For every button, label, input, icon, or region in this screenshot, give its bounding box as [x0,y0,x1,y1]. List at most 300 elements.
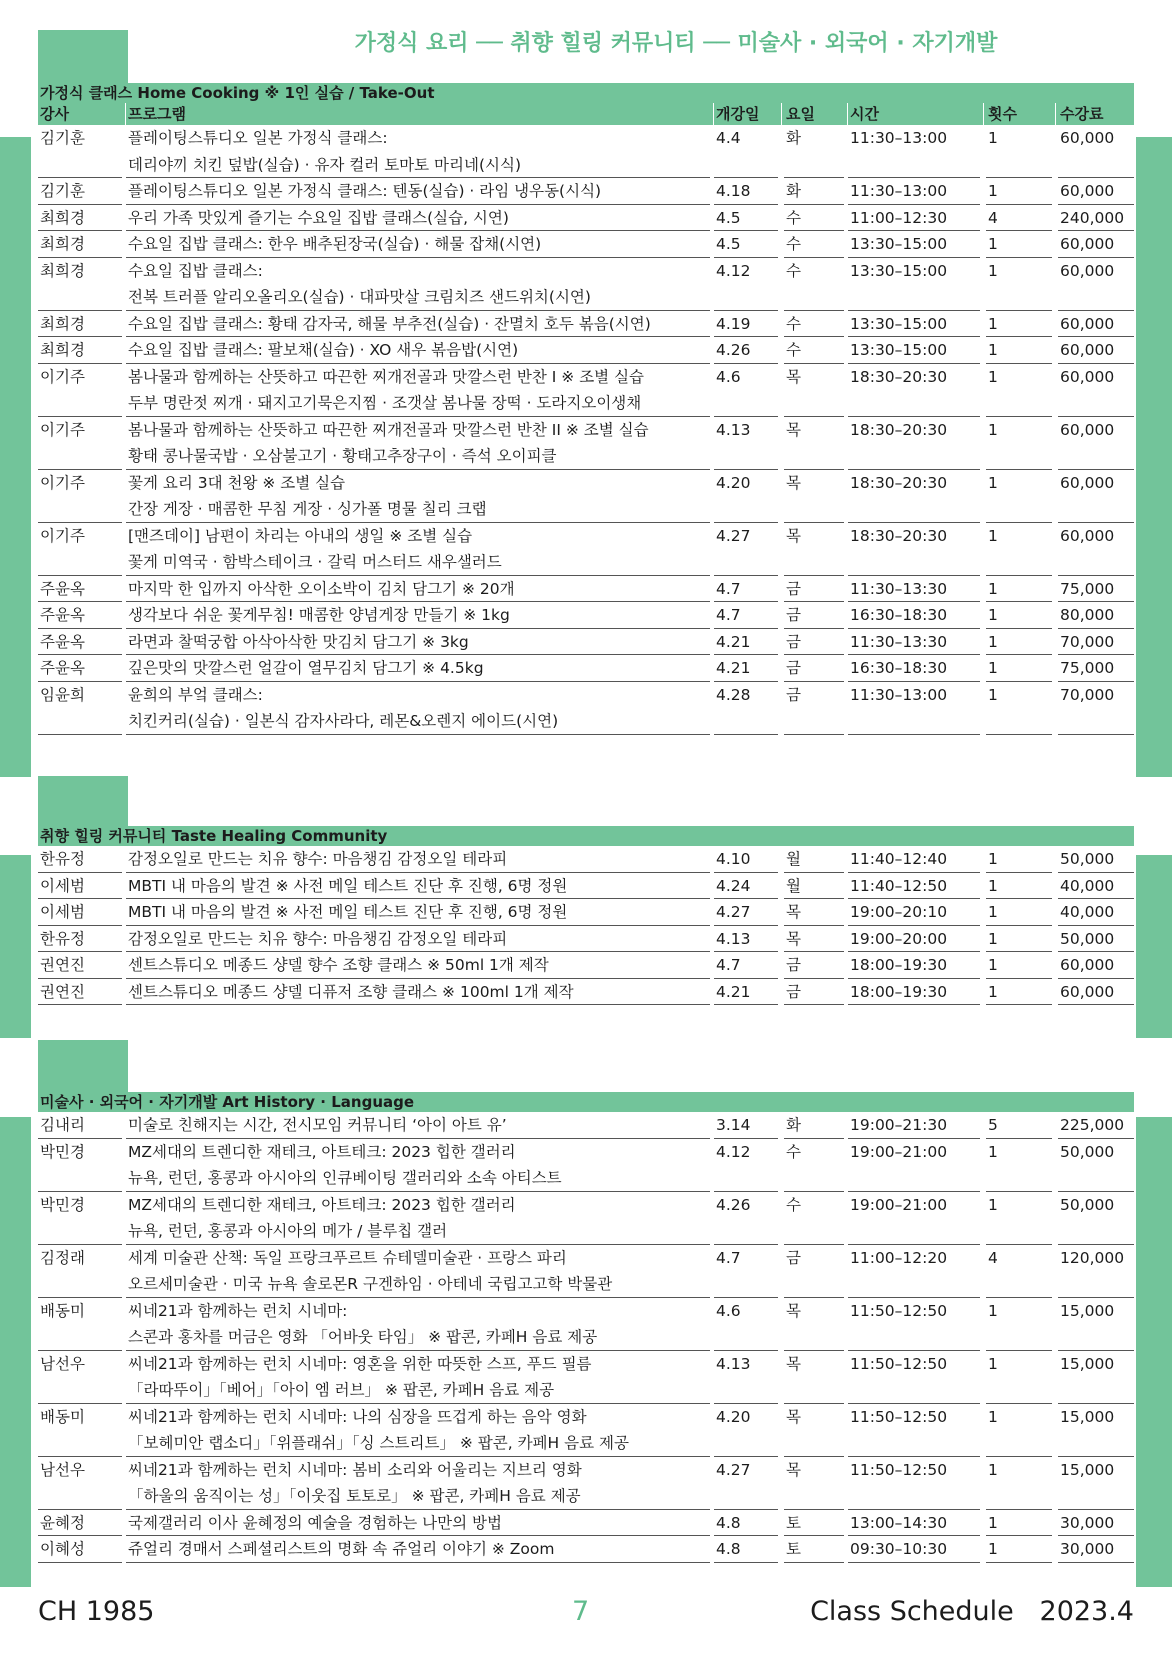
cell-start [714,629,778,656]
cell-count [986,1192,1052,1245]
start-value: 4.8 [716,1540,741,1558]
cell-start [714,1245,778,1298]
cell-program [126,205,710,232]
cell-time [848,926,980,953]
cell-time [848,523,980,576]
time-value: 11:30–13:30 [850,632,948,651]
time-value: 11:50–12:50 [850,1407,948,1426]
table-row [38,258,1134,311]
fee-value: 60,000 [1060,473,1115,492]
cell-count [986,682,1052,735]
cell-fee [1058,1536,1134,1563]
cell-count [986,655,1052,682]
cell-instructor [38,1404,122,1457]
table-row [38,1298,1134,1351]
cell-fee [1058,258,1134,311]
program-line: MBTI 내 마음의 발견 ※ 사전 메일 테스트 진단 후 진행, 6명 정원 [128,903,568,921]
section-title: 미술사 · 외국어 · 자기개발 Art History · Language [38,1092,1134,1112]
cell-time [848,311,980,338]
count-value: 1 [988,182,998,200]
day-value: 금 [786,632,801,651]
cell-program [126,1192,710,1245]
cell-time [848,1139,980,1192]
cell-start [714,1298,778,1351]
day-value: 목 [786,1301,801,1320]
fee-value: 240,000 [1060,208,1125,227]
cell-instructor [38,1112,122,1139]
cell-fee [1058,125,1134,178]
instructor-value: 김기훈 [40,182,85,200]
cell-instructor [38,1139,122,1192]
cell-day [784,364,844,417]
count-value: 1 [988,956,998,974]
time-value: 13:30–15:00 [850,341,948,359]
count-value: 1 [988,929,998,948]
column-header-row [38,103,1134,125]
start-value: 4.21 [716,632,751,651]
cell-program [126,1139,710,1192]
count-value: 1 [988,1142,998,1161]
cell-start [714,1457,778,1510]
cell-start [714,576,778,603]
cell-day [784,1510,844,1537]
cell-count [986,873,1052,900]
cell-time [848,846,980,873]
cell-count [986,1536,1052,1563]
cell-fee [1058,178,1134,205]
cell-program [126,846,710,873]
day-value: 수 [786,314,801,333]
program-line: 윤희의 부엌 클래스: [128,685,263,704]
cell-time [848,682,980,735]
count-value: 1 [988,1540,998,1558]
cell-day [784,1112,844,1139]
program-line: 「라따뚜이」「베어」「아이 엠 러브」 ※ 팝콘, 카페H 음료 제공 [128,1381,555,1399]
time-value: 09:30–10:30 [850,1540,948,1558]
cell-fee [1058,926,1134,953]
time-value: 19:00–21:00 [850,1142,948,1161]
cell-start [714,1112,778,1139]
fee-value: 60,000 [1060,526,1115,545]
footer-schedule: Class Schedule 2023.4 [810,1596,1134,1627]
cell-instructor [38,1536,122,1563]
fee-value: 40,000 [1060,903,1115,921]
cell-fee [1058,417,1134,470]
day-value: 목 [786,1407,801,1426]
day-value: 금 [786,659,801,677]
program-line: 깊은맛의 맛깔스런 얼갈이 열무김치 담그기 ※ 4.5kg [128,659,484,677]
column-header-program: 프로그램 [126,103,714,125]
cell-start [714,1139,778,1192]
cell-instructor [38,682,122,735]
instructor-value: 이기주 [40,420,85,439]
cell-count [986,629,1052,656]
fee-value: 75,000 [1060,579,1115,598]
cell-instructor [38,311,122,338]
day-value: 화 [786,1116,801,1134]
program-line: 수요일 집밥 클래스: 한우 배추된장국(실습) · 해물 잡채(시연) [128,235,542,253]
day-value: 토 [786,1540,801,1558]
cell-program [126,926,710,953]
footer-brand: CH 1985 [38,1596,155,1627]
table-row [38,231,1134,258]
cell-instructor [38,1192,122,1245]
start-value: 4.5 [716,235,741,253]
cell-fee [1058,205,1134,232]
cell-instructor [38,470,122,523]
time-value: 18:30–20:30 [850,420,948,439]
instructor-value: 남선우 [40,1354,85,1373]
column-header-day: 요일 [784,103,848,125]
cell-start [714,178,778,205]
cell-fee [1058,899,1134,926]
day-value: 목 [786,420,801,439]
cell-start [714,258,778,311]
table-row [38,629,1134,656]
time-value: 11:30–13:00 [850,182,948,200]
instructor-value: 김기훈 [40,129,85,147]
cell-day [784,846,844,873]
cell-program [126,1457,710,1510]
page-title: 가정식 요리 ── 취향 힐링 커뮤니티 ── 미술사 · 외국어 · 자기개발 [354,31,998,56]
cell-time [848,952,980,979]
cell-day [784,979,844,1006]
day-value: 목 [786,473,801,492]
start-value: 4.27 [716,526,751,545]
cell-day [784,1139,844,1192]
cell-instructor [38,364,122,417]
program-line: 국제갤러리 이사 윤혜정의 예술을 경험하는 나만의 방법 [128,1513,502,1532]
fee-value: 15,000 [1060,1460,1115,1479]
fee-value: 50,000 [1060,1195,1115,1214]
table-row [38,470,1134,523]
cell-day [784,602,844,629]
cell-fee [1058,1404,1134,1457]
fee-value: 75,000 [1060,659,1115,677]
fee-value: 80,000 [1060,606,1115,624]
table-row [38,952,1134,979]
cell-instructor [38,417,122,470]
cell-program [126,682,710,735]
cell-start [714,231,778,258]
instructor-value: 윤혜정 [40,1513,85,1532]
table-row [38,337,1134,364]
day-value: 금 [786,579,801,598]
cell-day [784,1536,844,1563]
cell-count [986,311,1052,338]
cell-instructor [38,1351,122,1404]
fee-value: 15,000 [1060,1354,1115,1373]
fee-value: 60,000 [1060,420,1115,439]
start-value: 4.21 [716,659,751,677]
instructor-value: 한유정 [40,850,85,868]
fee-value: 30,000 [1060,1513,1115,1532]
day-value: 금 [786,1248,801,1267]
count-value: 1 [988,876,998,895]
table-row [38,873,1134,900]
cell-count [986,602,1052,629]
count-value: 1 [988,314,998,333]
day-value: 화 [786,182,801,200]
instructor-value: 한유정 [40,929,85,948]
cell-fee [1058,1139,1134,1192]
program-line: 라면과 찰떡궁합 아삭아삭한 맛김치 담그기 ※ 3kg [128,632,469,651]
cell-time [848,979,980,1006]
time-value: 11:50–12:50 [850,1354,948,1373]
cell-fee [1058,311,1134,338]
decor-bar-right-1 [1136,137,1172,777]
count-value: 1 [988,1460,998,1479]
instructor-value: 주윤옥 [40,659,85,677]
cell-day [784,926,844,953]
program-line: 씨네21과 함께하는 런치 시네마: 나의 심장을 뜨겁게 하는 음악 영화 [128,1407,587,1426]
fee-value: 60,000 [1060,956,1115,974]
cell-start [714,682,778,735]
count-value: 1 [988,685,998,704]
cell-program [126,899,710,926]
cell-time [848,1245,980,1298]
program-line: 전복 트러플 알리오올리오(실습) · 대파맛살 크림치즈 샌드위치(시연) [128,288,591,306]
instructor-value: 권연진 [40,956,85,974]
time-value: 11:00–12:20 [850,1248,948,1267]
cell-program [126,602,710,629]
cell-fee [1058,231,1134,258]
cell-instructor [38,125,122,178]
program-line: 씨네21과 함께하는 런치 시네마: 영혼을 위한 따뜻한 스프, 푸드 필름 [128,1354,592,1373]
cell-time [848,364,980,417]
program-line: 꽃게 미역국 · 함박스테이크 · 갈릭 머스터드 새우샐러드 [128,553,502,571]
day-value: 수 [786,1195,801,1214]
count-value: 1 [988,367,998,386]
table-row [38,1457,1134,1510]
cell-start [714,417,778,470]
cell-instructor [38,178,122,205]
program-line: 「하울의 움직이는 성」「이웃집 토토로」 ※ 팝콘, 카페H 음료 제공 [128,1487,581,1505]
start-value: 4.27 [716,903,751,921]
program-line: 수요일 집밥 클래스: 황태 감자국, 해물 부추전(실습) · 잔멸치 호두 볶음(시연) [128,314,651,333]
fee-value: 50,000 [1060,929,1115,948]
day-value: 수 [786,235,801,253]
cell-instructor [38,576,122,603]
cell-day [784,1298,844,1351]
cell-program [126,1510,710,1537]
decor-bar-left-3 [0,1117,31,1587]
cell-day [784,655,844,682]
cell-fee [1058,1192,1134,1245]
time-value: 18:30–20:30 [850,473,948,492]
cell-count [986,1298,1052,1351]
program-line: 쥬얼리 경매서 스페셜리스트의 명화 속 쥬얼리 이야기 ※ Zoom [128,1540,555,1558]
column-header-instructor: 강사 [38,103,126,125]
start-value: 4.26 [716,1195,751,1214]
cell-program [126,178,710,205]
start-value: 4.27 [716,1460,751,1479]
count-value: 1 [988,129,998,147]
cell-time [848,1404,980,1457]
start-value: 4.4 [716,129,741,147]
table-row [38,311,1134,338]
cell-fee [1058,364,1134,417]
program-line: 미술로 친해지는 시간, 전시모임 커뮤니티 ‘아이 아트 유’ [128,1116,507,1134]
count-value: 1 [988,606,998,624]
section-title: 취향 힐링 커뮤니티 Taste Healing Community [38,826,1134,846]
cell-day [784,576,844,603]
table-row [38,846,1134,873]
cell-time [848,873,980,900]
cell-start [714,337,778,364]
cell-instructor [38,523,122,576]
table-row [38,417,1134,470]
table-row [38,655,1134,682]
time-value: 13:30–15:00 [850,235,948,253]
day-value: 수 [786,261,801,280]
count-value: 1 [988,982,998,1001]
cell-day [784,205,844,232]
cell-day [784,178,844,205]
cell-start [714,602,778,629]
count-value: 1 [988,659,998,677]
time-value: 11:40–12:40 [850,850,948,868]
fee-value: 40,000 [1060,876,1115,895]
start-value: 4.18 [716,182,751,200]
program-line: 세계 미술관 산책: 독일 프랑크푸르트 슈테델미술관 · 프랑스 파리 [128,1248,567,1267]
column-header-count: 횟수 [986,103,1056,125]
count-value: 1 [988,1195,998,1214]
instructor-value: 박민경 [40,1195,85,1214]
cell-fee [1058,655,1134,682]
cell-time [848,1510,980,1537]
cell-time [848,1112,980,1139]
day-value: 목 [786,1354,801,1373]
cell-start [714,1510,778,1537]
cell-fee [1058,1112,1134,1139]
cell-program [126,311,710,338]
day-value: 수 [786,341,801,359]
start-value: 4.20 [716,1407,751,1426]
count-value: 1 [988,341,998,359]
fee-value: 70,000 [1060,632,1115,651]
cell-fee [1058,952,1134,979]
cell-count [986,125,1052,178]
cell-count [986,178,1052,205]
cell-program [126,576,710,603]
cell-count [986,258,1052,311]
count-value: 1 [988,473,998,492]
count-value: 5 [988,1116,998,1134]
fee-value: 15,000 [1060,1301,1115,1320]
table-row [38,899,1134,926]
decor-bar-left-2 [0,855,31,1038]
time-value: 19:00–21:00 [850,1195,948,1214]
fee-value: 60,000 [1060,182,1115,200]
decor-block-top-3 [38,1040,128,1094]
instructor-value: 최희경 [40,208,85,227]
program-line: 생각보다 쉬운 꽃게무침! 매콤한 양념게장 만들기 ※ 1kg [128,606,510,624]
cell-program [126,873,710,900]
instructor-value: 김정래 [40,1248,85,1267]
cell-instructor [38,873,122,900]
fee-value: 225,000 [1060,1116,1125,1134]
program-line: 우리 가족 맛있게 즐기는 수요일 집밥 클래스(실습, 시연) [128,208,509,227]
day-value: 토 [786,1513,801,1532]
cell-program [126,125,710,178]
cell-fee [1058,1351,1134,1404]
cell-program [126,231,710,258]
program-line: 황태 콩나물국밥 · 오삼불고기 · 황태고추장구이 · 즉석 오이피클 [128,447,557,465]
cell-start [714,1192,778,1245]
time-value: 13:30–15:00 [850,314,948,333]
cell-instructor [38,846,122,873]
cell-fee [1058,1245,1134,1298]
instructor-value: 이세범 [40,903,85,921]
cell-time [848,205,980,232]
start-value: 4.19 [716,314,751,333]
instructor-value: 김내리 [40,1116,85,1134]
count-value: 1 [988,850,998,868]
program-line: [맨즈데이] 남편이 차리는 아내의 생일 ※ 조별 실습 [128,526,473,545]
program-line: MZ세대의 트렌디한 재테크, 아트테크: 2023 힙한 갤러리 [128,1195,516,1214]
start-value: 3.14 [716,1116,751,1134]
program-line: 두부 명란젓 찌개 · 돼지고기묵은지찜 · 조갯살 봄나물 장떡 · 도라지오이생채 [128,394,642,412]
cell-count [986,846,1052,873]
day-value: 금 [786,956,801,974]
cell-day [784,337,844,364]
start-value: 4.7 [716,606,741,624]
cell-day [784,125,844,178]
cell-fee [1058,576,1134,603]
section-art-language [38,1092,1134,1563]
fee-value: 15,000 [1060,1407,1115,1426]
instructor-value: 임윤희 [40,685,85,704]
cell-instructor [38,258,122,311]
section-taste-healing [38,826,1134,1005]
program-line: 감정오일로 만드는 치유 향수: 마음챙김 감정오일 테라피 [128,929,508,948]
cell-fee [1058,602,1134,629]
instructor-value: 주윤옥 [40,606,85,624]
cell-program [126,258,710,311]
program-line: 씨네21과 함께하는 런치 시네마: 봄비 소리와 어울리는 지브리 영화 [128,1460,582,1479]
day-value: 월 [786,876,801,895]
column-header-fee: 수강료 [1058,103,1138,125]
cell-fee [1058,1510,1134,1537]
cell-count [986,952,1052,979]
time-value: 11:30–13:00 [850,685,948,704]
table-row [38,1112,1134,1139]
cell-time [848,1298,980,1351]
start-value: 4.26 [716,341,751,359]
cell-program [126,655,710,682]
time-value: 11:40–12:50 [850,876,948,895]
time-value: 11:00–12:30 [850,208,948,227]
cell-instructor [38,1298,122,1351]
table-row [38,1404,1134,1457]
fee-value: 30,000 [1060,1540,1115,1558]
time-value: 13:30–15:00 [850,261,948,280]
instructor-value: 주윤옥 [40,579,85,598]
count-value: 1 [988,1354,998,1373]
fee-value: 60,000 [1060,314,1115,333]
cell-instructor [38,337,122,364]
start-value: 4.6 [716,367,741,386]
cell-time [848,337,980,364]
cell-time [848,1457,980,1510]
count-value: 1 [988,420,998,439]
start-value: 4.6 [716,1301,741,1320]
cell-instructor [38,205,122,232]
cell-time [848,231,980,258]
cell-count [986,1510,1052,1537]
day-value: 수 [786,1142,801,1161]
